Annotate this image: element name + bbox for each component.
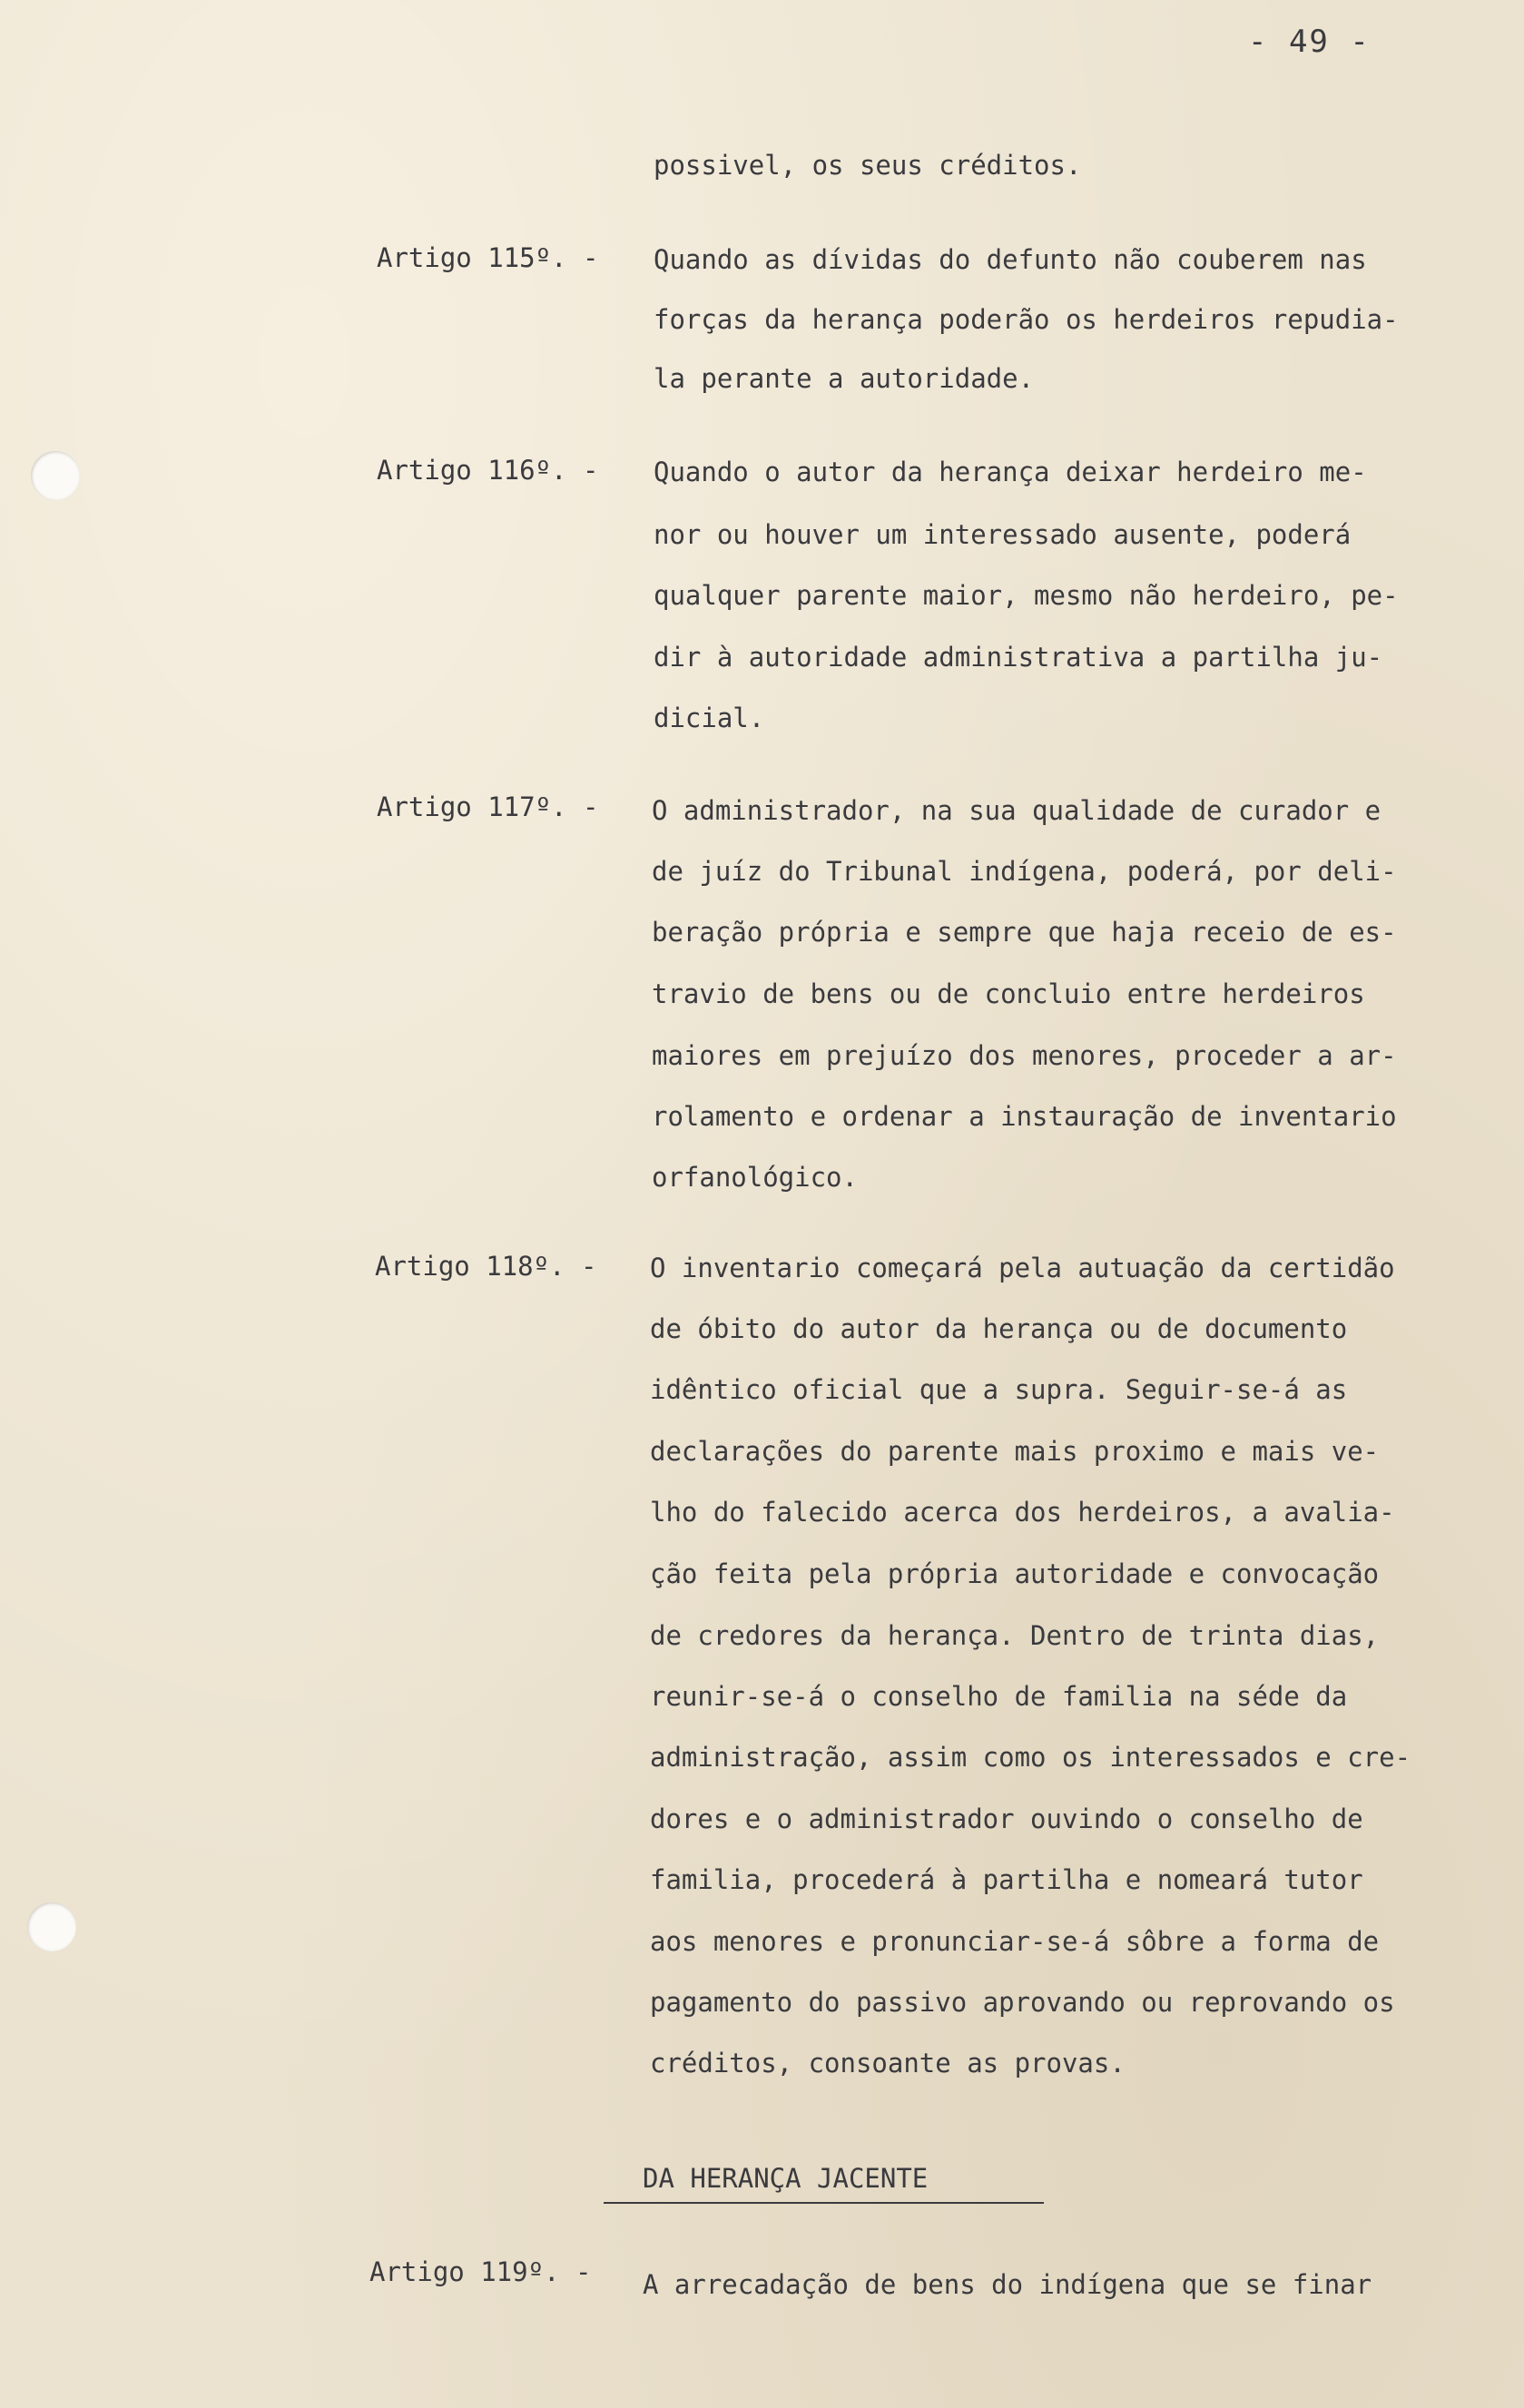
article-text-line: rolamento e ordenar a instauração de inventario	[652, 1101, 1397, 1132]
article-text-line: lho do falecido acerca dos herdeiros, a avalia-	[650, 1497, 1395, 1528]
article-label: Artigo 116º. -	[377, 455, 599, 486]
article-text-line: de juíz do Tribunal indígena, poderá, por deli-	[652, 856, 1397, 887]
punch-hole-top	[31, 451, 80, 500]
article-label: Artigo 115º. -	[377, 242, 599, 273]
article-text-line: de óbito do autor da herança ou de documento	[650, 1313, 1348, 1344]
article-text-line: orfanológico.	[652, 1162, 858, 1193]
article-text-line: dicial.	[654, 703, 765, 733]
article-text-line: nor ou houver um interessado ausente, poderá	[654, 519, 1352, 550]
article-text-line: idêntico oficial que a supra. Seguir-se-á as	[650, 1374, 1348, 1405]
page-number: - 49 -	[1248, 24, 1371, 60]
article-text-line: travio de bens ou de concluio entre herdeiros	[652, 978, 1365, 1009]
article-text-line: maiores em prejuízo dos menores, proceder a ar-	[652, 1040, 1397, 1071]
article-text-line: Quando o autor da herança deixar herdeiro me-	[654, 457, 1367, 487]
article-text-line: A arrecadação de bens do indígena que se finar	[643, 2269, 1372, 2300]
article-text-line: de credores da herança. Dentro de trinta dias,	[650, 1620, 1380, 1651]
article-label: Artigo 119º. -	[369, 2256, 592, 2287]
article-text-line: forças da herança poderão os herdeiros repudia-	[654, 304, 1399, 335]
article-text-line: aos menores e pronunciar-se-á sôbre a forma de	[650, 1926, 1380, 1957]
article-text-line: dores e o administrador ouvindo o conselho de	[650, 1804, 1363, 1834]
article-text-line: administração, assim como os interessados e cre-	[650, 1742, 1411, 1773]
article-label: Artigo 117º. -	[377, 791, 599, 822]
article-label: Artigo 118º. -	[375, 1251, 597, 1282]
article-text-line: ção feita pela própria autoridade e convocação	[650, 1558, 1380, 1589]
article-text-line: Quando as dívidas do defunto não couberem nas	[654, 244, 1367, 275]
punch-hole-bottom	[27, 1902, 76, 1951]
article-text-line: créditos, consoante as provas.	[650, 2048, 1126, 2079]
article-text-line: beração própria e sempre que haja receio de es-	[652, 917, 1397, 948]
article-text-line: declarações do parente mais proximo e mais ve-	[650, 1436, 1380, 1467]
heading-underline	[604, 2202, 1044, 2204]
intro-line: possivel, os seus créditos.	[654, 150, 1082, 181]
article-text-line: familia, procederá à partilha e nomeará tutor	[650, 1864, 1363, 1895]
section-heading: DA HERANÇA JACENTE	[643, 2163, 929, 2194]
article-text-line: O administrador, na sua qualidade de curador e	[652, 795, 1381, 826]
article-text-line: reunir-se-á o conselho de familia na séde da	[650, 1681, 1348, 1712]
article-text-line: la perante a autoridade.	[654, 363, 1035, 394]
article-text-line: pagamento do passivo aprovando ou reprovando os	[650, 1987, 1395, 2018]
article-text-line: O inventario começará pela autuação da certidão	[650, 1253, 1395, 1283]
article-text-line: qualquer parente maior, mesmo não herdeiro, pe-	[654, 580, 1399, 611]
article-text-line: dir à autoridade administrativa a partilha ju-	[654, 642, 1383, 673]
